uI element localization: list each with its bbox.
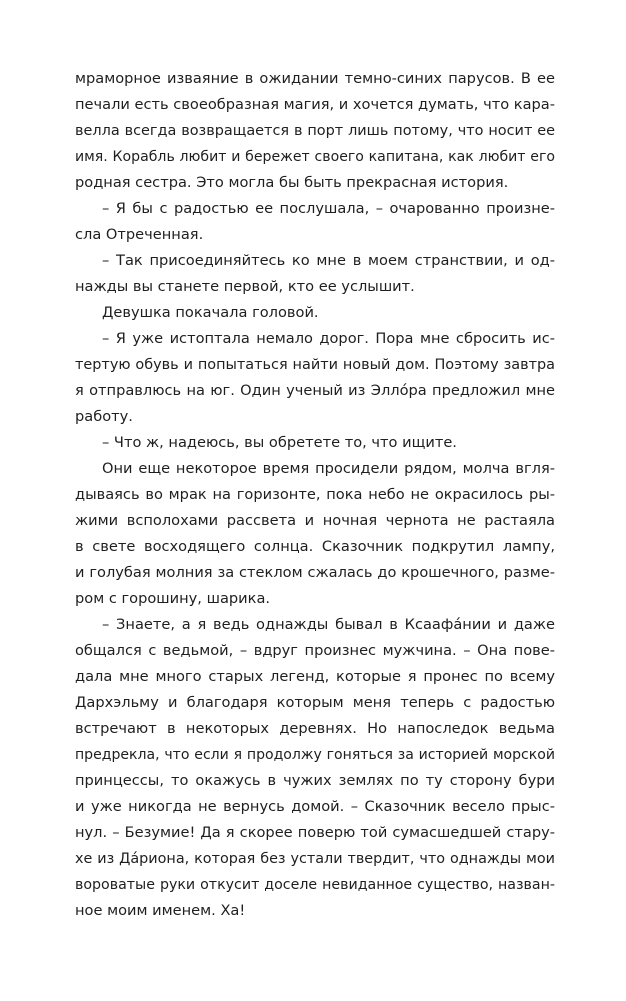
text-line: имя. Корабль любит и бережет своего капитана, как любит его	[75, 149, 555, 165]
text-line: предрекла, что если я продолжу гоняться за историей морской	[75, 747, 555, 763]
text-line: велла всегда возвращается в порт лишь потому, что носит ее	[75, 123, 555, 139]
body-text	[75, 66, 555, 924]
text-line: принцессы, то окажусь в чужих землях по ту сторону бури	[75, 772, 555, 789]
text-line: – Так присоединяйтесь ко мне в моем странствии, и од-	[102, 252, 555, 269]
text-line: хе из Дáриона, которая без устали твердит, что однажды мои	[75, 851, 555, 867]
text-line: в свете восходящего солнца. Сказочник подкрутил лампу,	[75, 538, 555, 555]
text-line: сла Отреченная.	[75, 226, 204, 243]
text-line: родная сестра. Это могла бы быть прекрасная история.	[75, 174, 509, 191]
text-line: и уже никогда не вернусь домой. – Сказочник весело прыс-	[75, 798, 555, 815]
text-line: ром с горошину, шарика.	[75, 590, 271, 607]
text-line: вороватые руки откусит доселе невиданное существо, назван-	[75, 877, 555, 893]
text-line: Девушка покачала головой.	[102, 304, 319, 321]
text-line: общался с ведьмой, – вдруг произнес мужчина. – Она пове-	[75, 642, 555, 659]
text-line: работу.	[75, 408, 133, 425]
text-line: я отправлюсь на юг. Один ученый из Эллóра предложил мне	[75, 382, 555, 399]
text-line: Дархэльму и благодаря которым меня теперь с радостью	[75, 694, 555, 711]
text-line: печали есть своеобразная магия, и хочется думать, что кара-	[75, 96, 555, 113]
text-line: и голубая молния за стеклом сжалась до крошечного, разме-	[75, 564, 555, 581]
text-line: нул. – Безумие! Да я скорее поверю той сумасшедшей стару-	[75, 824, 555, 841]
text-line: – Я бы с радостью ее послушала, – очарованно произне-	[102, 200, 555, 217]
text-line: мраморное изваяние в ожидании темно-синих парусов. В ее	[75, 70, 555, 87]
text-line: дала мне много старых легенд, которые я пронес по всему	[75, 668, 555, 685]
text-line: – Знаете, а я ведь однажды бывал в Ксаафáнии и даже	[102, 616, 555, 633]
text-line: Они еще некоторое время просидели рядом, молча вгля-	[102, 460, 555, 477]
text-line: ное моим именем. Ха!	[75, 902, 246, 919]
text-line: – Я уже истоптала немало дорог. Пора мне сбросить ис-	[102, 330, 555, 347]
text-line: жими всполохами рассвета и ночная чернота не растаяла	[75, 512, 555, 529]
text-line: дываясь во мрак на горизонте, пока небо не окрасилось ры-	[75, 486, 555, 503]
text-line: – Что ж, надеюсь, вы обретете то, что ищите.	[102, 434, 457, 451]
text-line: встречают в некоторых деревнях. Но напоследок ведьма	[75, 720, 555, 737]
text-line: тертую обувь и попытаться найти новый дом. Поэтому завтра	[75, 357, 555, 373]
text-line: нажды вы станете первой, кто ее услышит.	[75, 278, 415, 295]
